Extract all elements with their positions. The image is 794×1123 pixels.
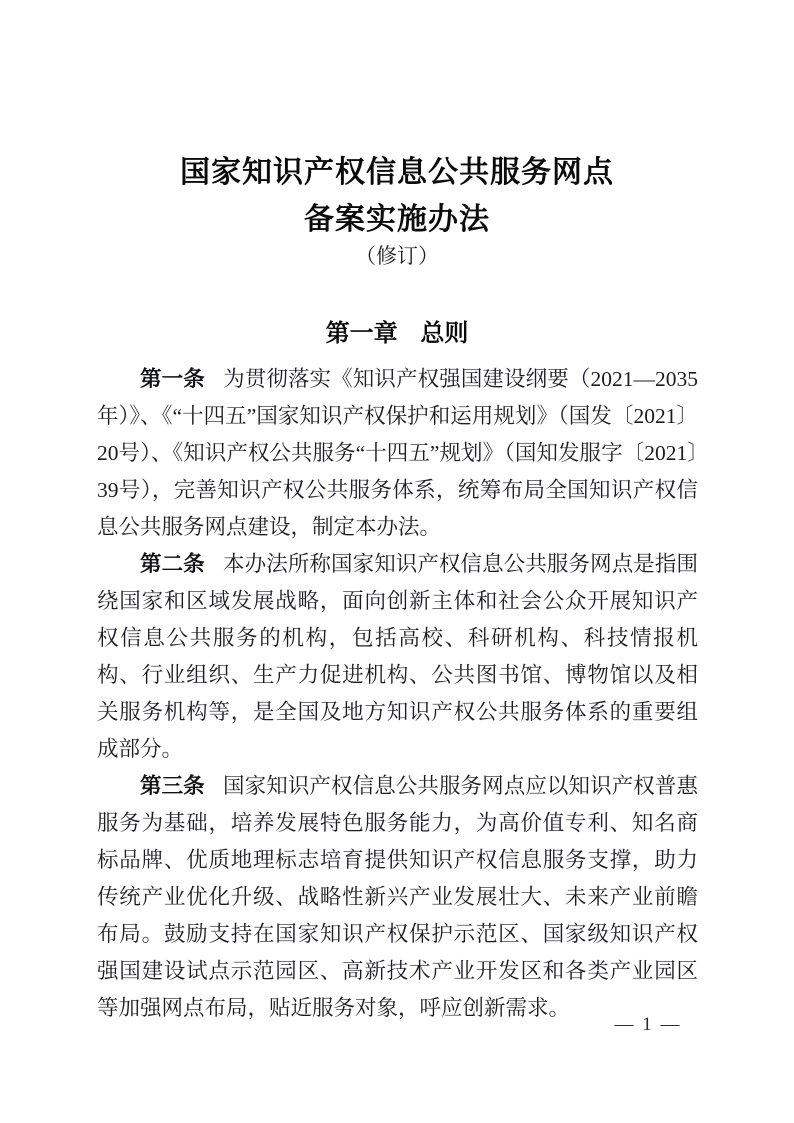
article-2-number: 第二条 (140, 552, 205, 576)
article-3 (97, 768, 698, 1027)
document-subtitle: （修订） (355, 244, 439, 268)
document-body (97, 361, 698, 1027)
document-title (0, 149, 794, 243)
chapter-heading (0, 318, 794, 350)
article-1 (97, 361, 698, 546)
chapter-label: 第一章 (325, 320, 398, 347)
article-3-number: 第三条 (140, 774, 205, 798)
page-number: — 1 — (614, 1014, 682, 1035)
article-1-number: 第一条 (140, 367, 205, 391)
article-2 (97, 546, 698, 768)
document-title-line-1: 国家知识产权信息公共服务网点 (180, 156, 614, 189)
article-3-text: 国家知识产权信息公共服务网点应以知识产权普惠服务为基础，培养发展特色服务能力，为高价值专利、知名商标品牌、优质地理标志培育提供知识产权信息服务支撑，助力传统产业优化升级、战略性新兴产业发展壮大、未来产业前瞻布局。鼓励支持在国家知识产权保护示范区、国家级知识产权强国建设试点示范园区、高新技术产业开发区和各类产业园区等加强网点布局，贴近服务对象，呼应创新需求。 (97, 774, 698, 1020)
article-1-text: 为贯彻落实《知识产权强国建设纲要（2021—2035年）》、《“十四五”国家知识产权保护和运用规划》（国发〔2021〕20号）、《知识产权公共服务“十四五”规划》（国知发服字〔2021〕39号），完善知识产权公共服务体系，统筹布局全国知识产权信息公共服务网点建设，制定本办法。 (97, 367, 698, 539)
chapter-title: 总则 (420, 320, 469, 347)
article-2-text: 本办法所称国家知识产权信息公共服务网点是指围绕国家和区域发展战略，面向创新主体和社会公众开展知识产权信息公共服务的机构，包括高校、科研机构、科技情报机构、行业组织、生产力促进机构、公共图书馆、博物馆以及相关服务机构等，是全国及地方知识产权公共服务体系的重要组成部分。 (97, 552, 698, 761)
document-title-line-2: 备案实施办法 (304, 203, 490, 236)
